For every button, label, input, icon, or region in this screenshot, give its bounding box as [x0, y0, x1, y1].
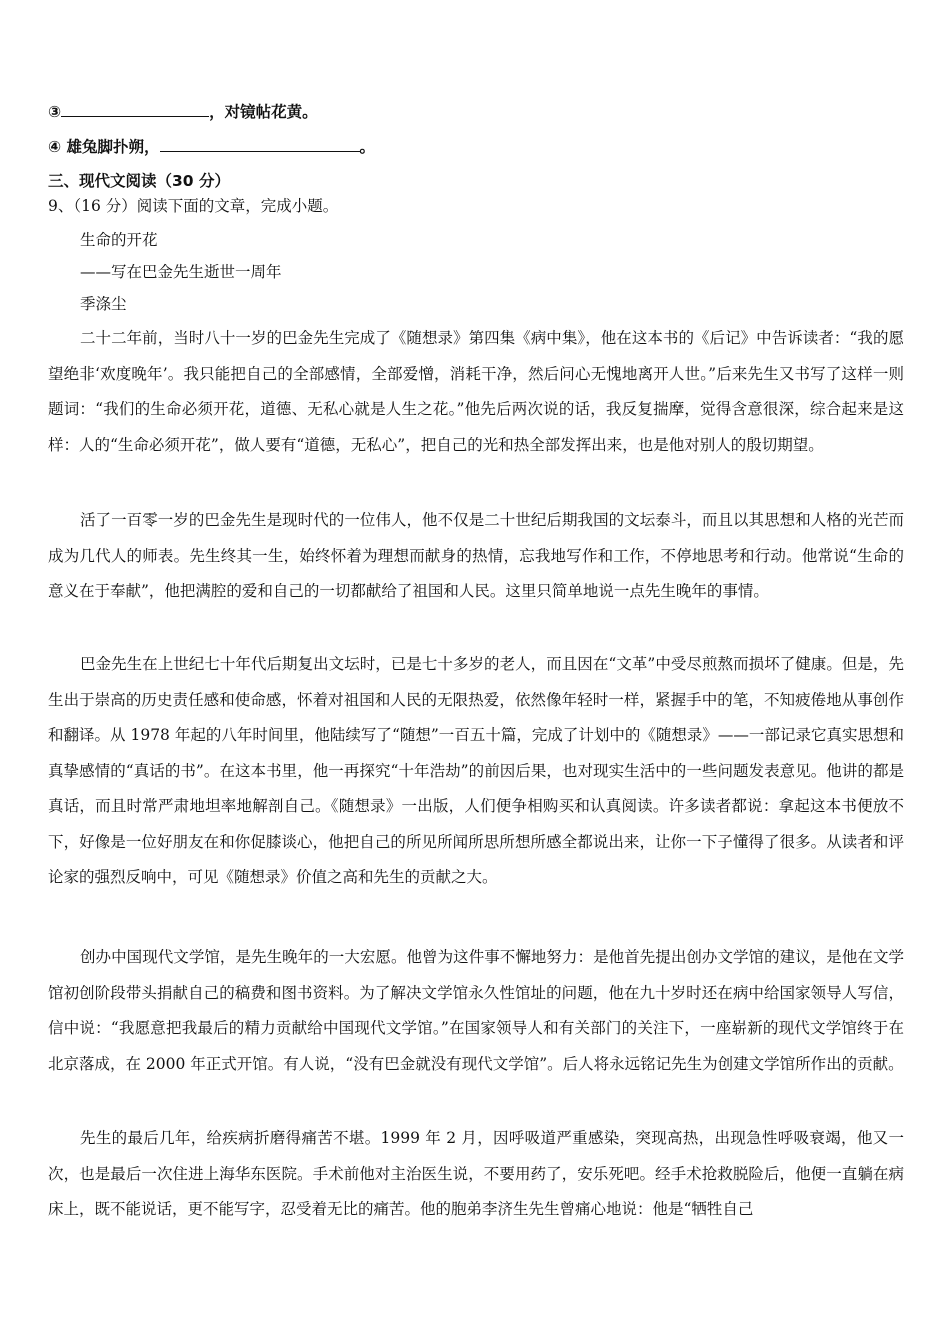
item-4-end: 。 — [359, 138, 376, 156]
article-paragraph: 活了一百零一岁的巴金先生是现时代的一位伟人，他不仅是二十世纪后期我国的文坛泰斗，而且以其思想和人格的光芒而成为几代人的师表。先生终其一生，始终怀着为理想而献身的热情，忘我地写作和工作，不停地思考和行动。他常说“生命的意义在于奉献”，他把满腔的爱和自己的一切都献给了祖国和人民。这里只简单地说一点先生晚年的事情。 — [48, 511, 904, 600]
article-paragraph: 巴金先生在上世纪七十年代后期复出文坛时，已是七十多岁的老人，而且因在“文革”中受尽煎熬而损坏了健康。但是，先生出于崇高的历史责任感和使命感，怀着对祖国和人民的无限热爱，依然像年轻时一样，紧握手中的笔，不知疲倦地从事创作和翻译。从 1978 年起的八年时间里，他陆续写了“随想”一百五十篇，完成了计划中的《随想录》——一部记录它真实思想和真挚感情的“真话的书”。在这本书里，他一再探究“十年浩劫”的前因后果，也对现实生活中的一些问题发表意见。他讲的都是真话，而且时常严肃地坦率地解剖自己。《随想录》一出版，人们便争相购买和认真阅读。许多读者都说：拿起这本书便放不下，好像是一位好朋友在和你促膝谈心，他把自己的所见所闻所思所想所感全都说出来，让你一下子懂得了很多。从读者和评论家的强烈反响中，可见《随想录》价值之高和先生的贡献之大。 — [48, 655, 904, 886]
fill-blank-item-3 — [48, 102, 318, 122]
section-heading: 三、现代文阅读（30 分） — [48, 172, 230, 190]
item-3-text: ，对镜帖花黄。 — [209, 103, 318, 121]
article-paragraph: 创办中国现代文学馆，是先生晚年的一大宏愿。他曾为这件事不懈地努力：是他首先提出创办文学馆的建议，是他在文学馆初创阶段带头捐献自己的稿费和图书资料。为了解决文学馆永久性馆址的问题，他在九十岁时还在病中给国家领导人写信，信中说：“我愿意把我最后的精力贡献给中国现代文学馆。”在国家领导人和有关部门的关注下，一座崭新的现代文学馆终于在北京落成，在 2000 年正式开馆。有人说，“没有巴金就没有现代文学馆”。后人将永远铭记先生为创建文学馆所作出的贡献。 — [48, 948, 904, 1073]
item-4-text: ④ 雄兔脚扑朔， — [48, 138, 160, 156]
article-title: 生命的开花 — [80, 231, 158, 249]
question-label: 9、（16 分）阅读下面的文章，完成小题。 — [48, 197, 339, 215]
article-paragraph: 先生的最后几年，给疾病折磨得痛苦不堪。1999 年 2 月，因呼吸道严重感染，突现高热，出现急性呼吸衰竭，他又一次，也是最后一次住进上海华东医院。手术前他对主治医生说，不要用药了，安乐死吧。经手术抢救脱险后，他便一直躺在病床上，既不能说话，更不能写字，忍受着无比的痛苦。他的胞弟李济生先生曾痛心地说：他是“牺牲自己 — [48, 1129, 904, 1218]
article-paragraph: 二十二年前，当时八十一岁的巴金先生完成了《随想录》第四集《病中集》，他在这本书的《后记》中告诉读者：“我的愿望绝非‘欢度晚年’。我只能把自己的全部感情，全部爱憎，消耗干净，然后问心无愧地离开人世。”后来先生又书写了这样一则题词：“我们的生命必须开花，道德、无私心就是人生之花。”他先后两次说的话，我反复揣摩，觉得含意很深，综合起来是这样：人的“生命必须开花”，做人要有“道德，无私心”，把自己的光和热全部发挥出来，也是他对别人的殷切期望。 — [48, 329, 904, 454]
fill-blank-item-4 — [48, 137, 375, 157]
item-3-marker: ③ — [48, 103, 62, 121]
answer-blank-4[interactable] — [160, 137, 360, 152]
article-subtitle: ——写在巴金先生逝世一周年 — [80, 263, 282, 281]
article-author: 季涤尘 — [80, 295, 127, 313]
answer-blank-3[interactable] — [61, 102, 209, 117]
